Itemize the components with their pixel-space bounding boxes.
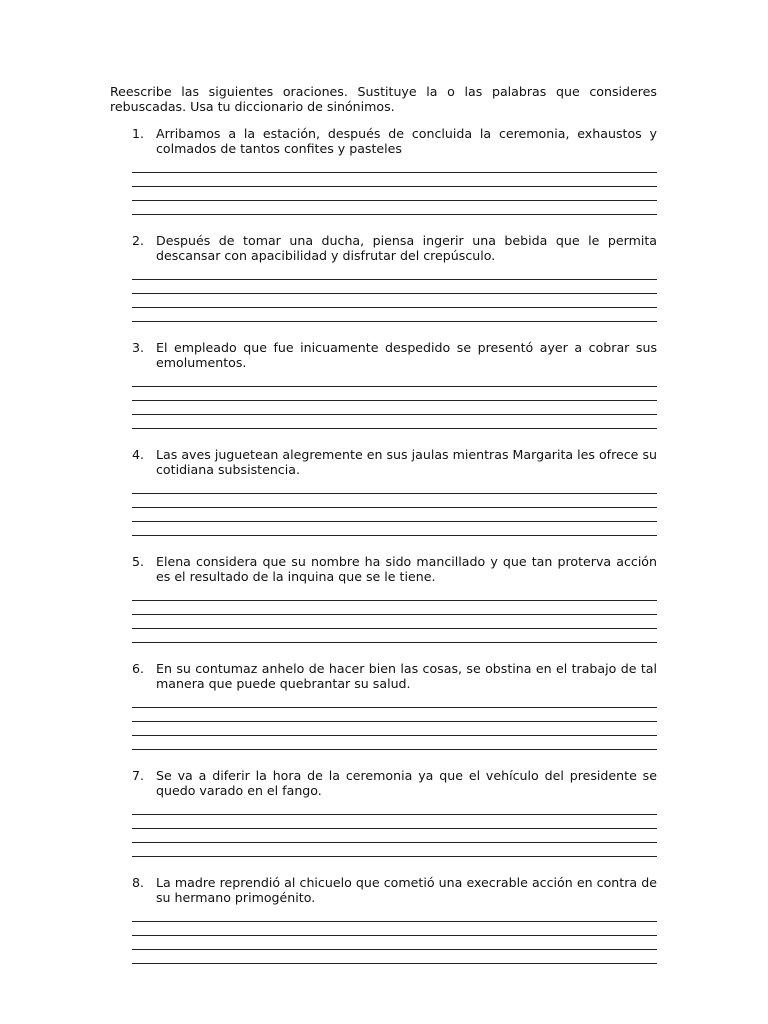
answer-lines[interactable]	[132, 694, 657, 750]
answer-line[interactable]	[132, 601, 657, 615]
answer-lines[interactable]	[132, 373, 657, 429]
answer-lines[interactable]	[132, 908, 657, 964]
exercise-number: 7.	[132, 768, 145, 783]
answer-line[interactable]	[132, 801, 657, 815]
answer-line[interactable]	[132, 266, 657, 280]
exercise-list	[110, 127, 657, 964]
answer-line[interactable]	[132, 373, 657, 387]
exercise-sentence: Arribamos a la estación, después de concluida la ceremonia, exhaustos y colmados de tantos confites y pasteles	[156, 126, 657, 156]
answer-line[interactable]	[132, 922, 657, 936]
worksheet-page	[110, 85, 657, 983]
answer-line[interactable]	[132, 708, 657, 722]
answer-line[interactable]	[132, 201, 657, 215]
answer-lines[interactable]	[132, 266, 657, 322]
answer-line[interactable]	[132, 387, 657, 401]
answer-line[interactable]	[132, 615, 657, 629]
exercise-number: 4.	[132, 447, 145, 462]
answer-line[interactable]	[132, 280, 657, 294]
exercise-item	[110, 769, 657, 857]
instructions-text: Reescribe las siguientes oraciones. Sustituye la o las palabras que consideres rebuscadas. Usa tu diccionario de sinónimos.	[110, 84, 657, 114]
exercise-sentence: Las aves juguetean alegremente en sus jaulas mientras Margarita les ofrece su cotidiana subsistencia.	[156, 447, 657, 477]
answer-line[interactable]	[132, 401, 657, 415]
answer-line[interactable]	[132, 308, 657, 322]
answer-line[interactable]	[132, 415, 657, 429]
answer-lines[interactable]	[132, 587, 657, 643]
answer-line[interactable]	[132, 694, 657, 708]
exercise-number: 3.	[132, 340, 145, 355]
answer-lines[interactable]	[132, 480, 657, 536]
exercise-number: 1.	[132, 126, 145, 141]
answer-line[interactable]	[132, 815, 657, 829]
exercise-sentence: La madre reprendió al chicuelo que cometió una execrable acción en contra de su hermano primogénito.	[156, 875, 657, 905]
answer-line[interactable]	[132, 173, 657, 187]
answer-line[interactable]	[132, 936, 657, 950]
exercise-number: 2.	[132, 233, 145, 248]
answer-line[interactable]	[132, 587, 657, 601]
exercise-sentence: Elena considera que su nombre ha sido mancillado y que tan proterva acción es el resultado de la inquina que se le tiene.	[156, 554, 657, 584]
exercise-sentence: En su contumaz anhelo de hacer bien las cosas, se obstina en el trabajo de tal manera que puede quebrantar su salud.	[156, 661, 657, 691]
answer-lines[interactable]	[132, 159, 657, 215]
exercise-item	[110, 662, 657, 750]
exercise-sentence: El empleado que fue inicuamente despedido se presentó ayer a cobrar sus emolumentos.	[156, 340, 657, 370]
exercise-number: 5.	[132, 554, 145, 569]
exercise-item	[110, 341, 657, 429]
answer-line[interactable]	[132, 294, 657, 308]
answer-line[interactable]	[132, 522, 657, 536]
answer-line[interactable]	[132, 508, 657, 522]
answer-line[interactable]	[132, 722, 657, 736]
answer-line[interactable]	[132, 950, 657, 964]
answer-line[interactable]	[132, 829, 657, 843]
answer-line[interactable]	[132, 187, 657, 201]
answer-line[interactable]	[132, 480, 657, 494]
answer-line[interactable]	[132, 843, 657, 857]
answer-line[interactable]	[132, 159, 657, 173]
exercise-item	[110, 234, 657, 322]
exercise-item	[110, 448, 657, 536]
answer-line[interactable]	[132, 629, 657, 643]
exercise-sentence: Después de tomar una ducha, piensa ingerir una bebida que le permita descansar con apacibilidad y disfrutar del crepúsculo.	[156, 233, 657, 263]
exercise-number: 6.	[132, 661, 145, 676]
answer-lines[interactable]	[132, 801, 657, 857]
exercise-item	[110, 876, 657, 964]
exercise-item	[110, 127, 657, 215]
answer-line[interactable]	[132, 736, 657, 750]
exercise-number: 8.	[132, 875, 145, 890]
exercise-item	[110, 555, 657, 643]
exercise-sentence: Se va a diferir la hora de la ceremonia ya que el vehículo del presidente se quedo varado en el fango.	[156, 768, 657, 798]
answer-line[interactable]	[132, 908, 657, 922]
answer-line[interactable]	[132, 494, 657, 508]
